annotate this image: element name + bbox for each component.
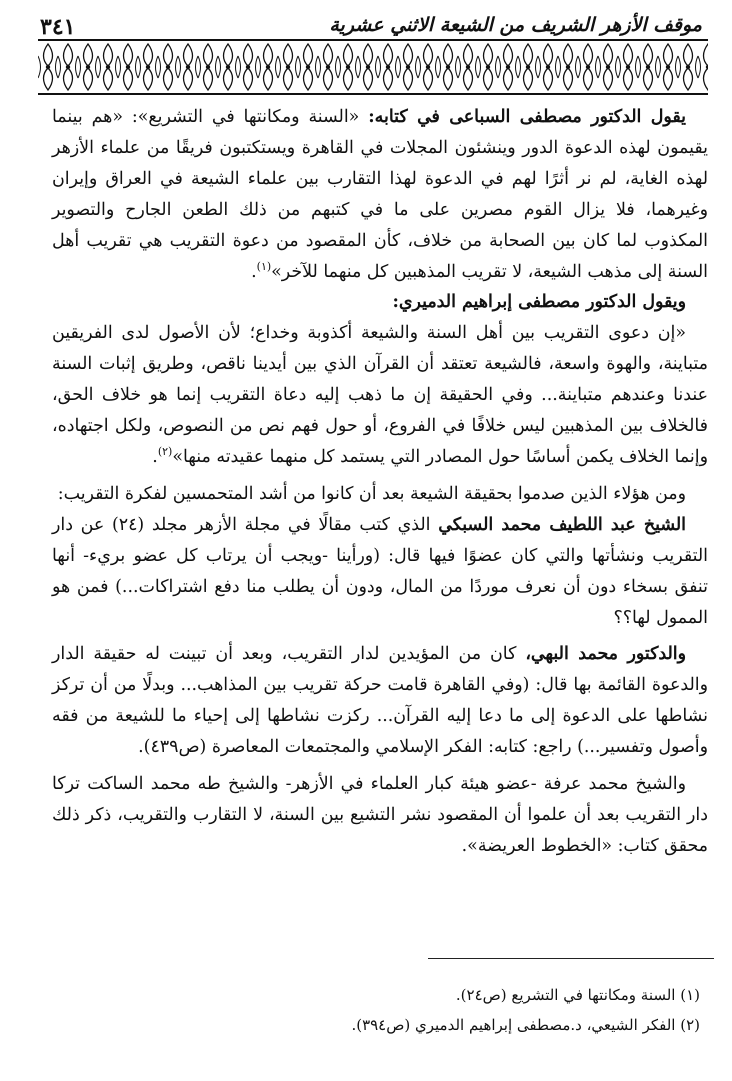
paragraph-3: «إن دعوى التقريب بين أهل السنة والشيعة أكذوبة وخداع؛ لأن الأصول لدى الفريقين متباينة، والهوة واسعة، فالشيعة تعتقد أن القرآن الذي بين أيدينا ناقص، وطريق إثبات السنة عندنا وعندهم متباينة... وفي الحقيقة إن ما ذهب إليه دعاة التقريب إنما هو خلاف الحق، فالخلاف بين المذهبين ليس خلافًا في الفروع، أو حول فهم نص من النصوص، ولكل اجتهاده، وإنما الخلاف يكمن أساسًا حول المصادر التي يستمد كل منهما عقيدته منها»$^{(٢)}$. [52, 323, 708, 467]
paragraph-7: والشيخ محمد عرفة -عضو هيئة كبار العلماء في الأزهر- والشيخ طه محمد الساكت تركا دار التقريب بعد أن علموا أن المقصود نشر التشيع بين السنة، لا التقارب والتقريب، ذكر ذلك محقق كتاب: «الخطوط العريضة». [52, 774, 708, 856]
paragraph-6-text: كان من المؤيدين لدار التقريب، وبعد أن تبينت له حقيقة الدار والدعوة القائمة بها قال: (وفي القاهرة قامت حركة تقريب بين المذاهب... وبدلًا من أن تركز نشاطها على الدعوة إلى ما دعا إليه القرآن... ركزت نشاطها إلى إحياء ما للشيعة من فقه وأصول وتفسير...) راجع: كتابه: الفكر الإسلامي والمجتمعات المعاصرة (ص٤٣٩). [52, 644, 708, 758]
footnote-2: (٢) الفكر الشيعي، د.مصطفى إبراهيم الدميري (ص٣٩٤). [351, 1016, 700, 1034]
paragraph-4: ومن هؤلاء الذين صدموا بحقيقة الشيعة بعد أن كانوا من أشد المتحمسين لفكرة التقريب: [57, 483, 686, 504]
paragraph-5 [52, 510, 708, 634]
running-title: موقف الأزهر الشريف من الشيعة الاثني عشرية [329, 14, 702, 36]
footnote-1: (١) السنة ومكانتها في التشريع (ص٢٤). [455, 986, 700, 1004]
paragraph-3-text: «إن دعوى التقريب بين أهل السنة والشيعة أكذوبة وخداع؛ لأن الأصول لدى الفريقين متباينة، والهوة واسعة، فالشيعة تعتقد أن القرآن الذي بين أيدينا ناقص، وطريق إثبات السنة عندنا وعندهم متباينة... وفي الحقيقة إن ما ذهب إليه دعاة التقريب إنما هو خلاف الحق، فالخلاف بين المذهبين ليس خلافًا في الفروع، أو حول فهم نص من النصوص، ولكل اجتهاده، وإنما الخلاف يكمن أساسًا حول المصادر التي يستمد كل منهما عقيدته منها» [52, 323, 708, 467]
page-number: ٣٤١ [40, 14, 76, 40]
main-text [52, 102, 708, 862]
footnote-ref-2: (٢) [157, 445, 173, 459]
page-header [40, 14, 702, 38]
paragraph-6-lead: والدكتور محمد البهي، [525, 644, 687, 665]
paragraph-1-text: «السنة ومكانتها في التشريع»: «هم بينما يقيمون لهذه الدعوة الدور وينشئون المجلات في القاهرة ويستكتبون فريقًا من علماء الأزهر لهذه الغاية، لم نر أثرًا لهم في الدعوة لهذا التقارب بين علماء الشيعة في العراق وإيران وغيرهما، فلا يزال القوم مصرين على ما في كتبهم من ذلك الطعن الجارح والتصوير المكذوب لما كان بين الصحابة من خلاف، كأن المقصود من دعوة التقريب هي تقريب أهل السنة إلى مذهب الشيعة، لا تقريب المذهبين كل منهما للآخر» [52, 107, 708, 282]
footnotes [52, 980, 700, 1040]
paragraph-2-heading: ويقول الدكتور مصطفى إبراهيم الدميري: [392, 292, 686, 313]
paragraph-5-text: الذي كتب مقالًا في مجلة الأزهر مجلد (٢٤) عن دار التقريب ونشأتها والتي كان عضوًا فيها قال: (ورأينا -ويجب أن يرتاب كل عضو بريء- أنها تنفق بسخاء دون أن نعرف موردًا من المال، ودون أن يطلب منا دفع اشتراكات...) فمن هو الممول لها؟؟ [52, 514, 708, 628]
paragraph-6 [52, 639, 708, 763]
paragraph-5-lead: الشيخ عبد اللطيف محمد السبكي [438, 514, 686, 535]
paragraph-1-lead: يقول الدكتور مصطفى السباعى في كتابه: [368, 107, 687, 127]
footnote-ref-1: (١) [256, 259, 272, 273]
footnote-separator [428, 958, 714, 959]
paragraph-1: يقول الدكتور مصطفى السباعى في كتابه: «السنة ومكانتها في التشريع»: «هم بينما يقيمون لهذه الدعوة الدور وينشئون المجلات في القاهرة ويستكتبون فريقًا من علماء الأزهر لهذه الغاية، لم نر أثرًا لهم في الدعوة لهذا التقارب بين علماء الشيعة في العراق وإيران وغيرهما، فلا يزال القوم مصرين على ما في كتبهم من ذلك الطعن الجارح والتصوير المكذوب لما كان بين الصحابة من خلاف، كأن المقصود من دعوة التقريب هي تقريب أهل السنة إلى مذهب الشيعة، لا تقريب المذهبين كل منهما للآخر»$^{(١)}$. [52, 107, 708, 282]
decorative-border-ornament [38, 38, 708, 96]
